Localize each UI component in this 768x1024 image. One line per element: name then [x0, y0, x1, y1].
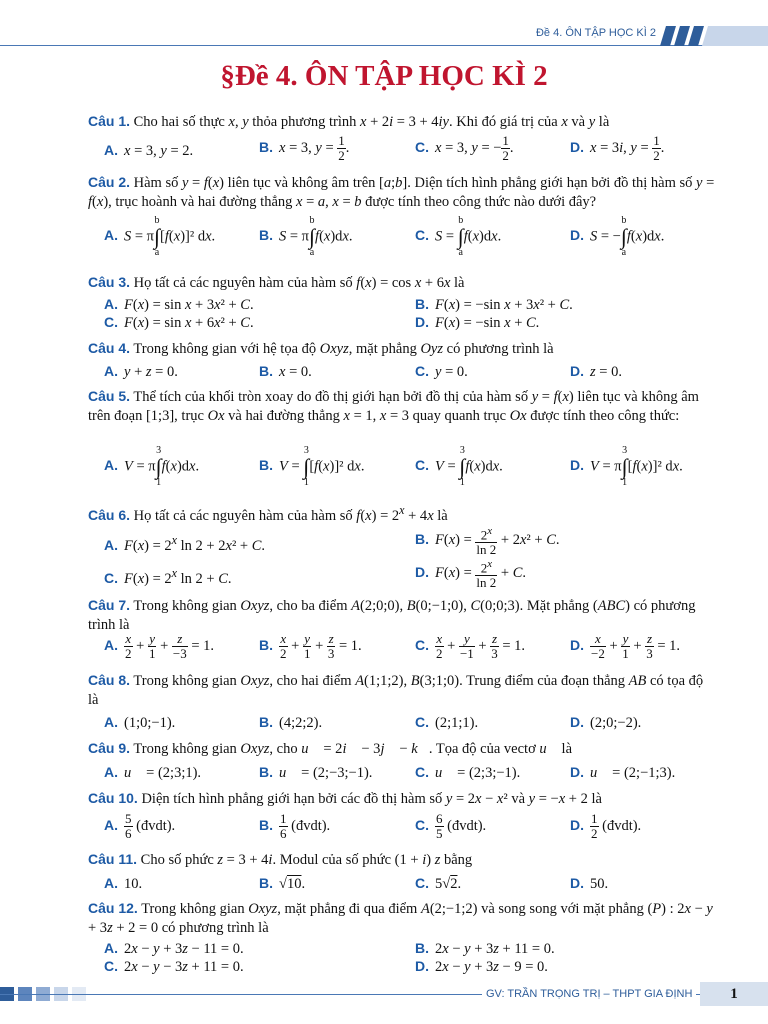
question-12 [88, 899, 716, 938]
option-c[interactable]: C. x = 3, y = − $\frac{1}{2}$ . [415, 133, 514, 163]
question-label: Câu 4. [88, 340, 131, 356]
option-d[interactable]: D. V = π3 ∫ 1[f(x)]² dx. [570, 445, 683, 488]
option-c[interactable]: C. V = 3 ∫ 1f(x)dx. [415, 445, 503, 488]
question-label: Câu 9. [88, 740, 131, 756]
option-c[interactable]: C. u⃗ = (2;3;−1). [415, 764, 521, 781]
option-a[interactable]: A. $F(x) = 2^x$ ln 2 + 2x² + C. [104, 533, 266, 554]
option-c[interactable]: C. $\frac{6}{5}$ (đvdt). [415, 811, 487, 841]
option-c[interactable]: C. $F(x) = 2^x$ ln 2 + C. [104, 566, 232, 587]
question-label: Câu 12. [88, 900, 138, 916]
option-b[interactable]: B. F(x) = −sin x + 3x² + C. [415, 296, 573, 313]
header-rule [0, 45, 768, 46]
option-a[interactable]: A. $\frac{x}{2}$ + $\frac{y}{1}$ + $\frac{z}{-3}$ = 1. [104, 631, 215, 661]
options-row [104, 714, 724, 734]
option-b[interactable]: B. $\frac{x}{2}$ + $\frac{y}{1}$ + $\frac{z}{3}$ = 1. [259, 631, 362, 661]
question-text: Trong không gian Oxyz, mặt phẳng đi qua điểm A(2;−1;2) và song song với mặt phẳng (P) : 2x − y + 3z + 2 = 0 có phương trình là [88, 901, 713, 936]
question-8 [88, 671, 716, 710]
options-row [104, 875, 724, 895]
question-3 [88, 273, 716, 293]
option-d[interactable]: D. x = 3i, y = $\frac{1}{2}$ . [570, 133, 665, 163]
option-a[interactable]: A. 2x − y + 3z − 11 = 0. [104, 940, 244, 957]
options-row [104, 558, 724, 591]
footer-author: GV: TRẦN TRỌNG TRỊ – THPT GIA ĐỊNH [482, 988, 696, 1000]
question-label: Câu 10. [88, 790, 138, 806]
option-b[interactable]: B. $\frac{1}{6}$ (đvdt). [259, 811, 331, 841]
option-c[interactable]: C. $\frac{x}{2}$ + $\frac{y}{-1}$ + $\frac{z}{3}$ = 1. [415, 631, 526, 661]
option-c[interactable]: C. (2;1;1). [415, 714, 479, 731]
option-d[interactable]: D. 50. [570, 875, 609, 892]
options-row [104, 363, 724, 383]
question-text: Trong không gian với hệ tọa độ Oxyz, mặt phẳng Oyz có phương trình là [133, 341, 554, 357]
options-row [104, 940, 724, 960]
options-row [104, 296, 724, 316]
question-text: Diện tích hình phẳng giới hạn bởi các đồ thị hàm số y = 2x − x² và y = −x + 2 là [141, 791, 602, 807]
question-text: Trong không gian Oxyz, cho u⃗ = 2i⃗ − 3j⃗ − k⃗. Tọa độ của vectơ u⃗ là [133, 741, 573, 757]
option-b[interactable]: B. S = πb ∫ af(x)dx. [259, 215, 353, 258]
option-b[interactable]: B. x = 0. [259, 363, 312, 380]
option-b[interactable]: B. x = 3, y = $\frac{1}{2}$ . [259, 133, 350, 163]
option-a[interactable]: A. y + z = 0. [104, 363, 178, 380]
option-a[interactable]: A. F(x) = sin x + 3x² + C. [104, 296, 254, 313]
page-number: 1 [700, 982, 768, 1006]
option-b[interactable]: B. V = 3 ∫ 1[f(x)]² dx. [259, 445, 365, 488]
question-text: Trong không gian Oxyz, cho hai điểm A(1;1;2), B(3;1;0). Trung điểm của đoạn thẳng AB có tọa độ là [88, 673, 704, 708]
question-label: Câu 1. [88, 113, 131, 129]
question-10 [88, 789, 716, 809]
option-d[interactable]: D. (2;0;−2). [570, 714, 642, 731]
options-row [104, 958, 724, 978]
question-text: Thể tích của khối tròn xoay do đồ thị giới hạn bởi đồ thị của hàm số y = f(x) liên tục và không âm trên đoạn [1;3], trục Ox và hai đường thẳng x = 1, x = 3 quay quanh trục Ox được tính theo công thức: [88, 389, 699, 424]
option-d[interactable]: D. F(x) = −sin x + C. [415, 314, 540, 331]
options-row [104, 631, 724, 661]
header-decoration [658, 26, 768, 46]
question-2 [88, 173, 716, 212]
question-label: Câu 5. [88, 388, 131, 404]
options-row [104, 215, 724, 258]
options-row [104, 764, 724, 784]
question-label: Câu 8. [88, 672, 131, 688]
question-text: Họ tất cả các nguyên hàm của hàm số $f(x) = 2^x + 4x$ là [133, 503, 448, 524]
question-label: Câu 6. [88, 506, 131, 523]
option-c[interactable]: C. F(x) = sin x + 6x² + C. [104, 314, 254, 331]
question-text: Cho hai số thực x, y thỏa phương trình x + 2i = 3 + 4iy. Khi đó giá trị của x và y là [133, 114, 610, 130]
option-b[interactable]: B. (4;2;2). [259, 714, 323, 731]
options-row [104, 525, 724, 558]
option-a[interactable]: A. x = 3, y = 2. [104, 142, 194, 159]
option-b[interactable]: B. √10. [259, 875, 306, 892]
option-d[interactable]: D. $\frac{x}{-2}$ + $\frac{y}{1}$ + $\frac{z}{3}$ = 1. [570, 631, 681, 661]
options-row [104, 314, 724, 334]
question-11 [88, 850, 716, 870]
option-a[interactable]: A. $\frac{5}{6}$ (đvdt). [104, 811, 176, 841]
option-b[interactable]: B. F(x) = $\frac{2^x}{\ln 2}$ + 2x² + C. [415, 525, 560, 558]
options-row [104, 133, 724, 163]
options-row [104, 445, 724, 488]
question-label: Câu 2. [88, 174, 131, 190]
page-title: §Đề 4. ÔN TẬP HỌC KÌ 2 [220, 60, 548, 92]
option-d[interactable]: D. F(x) = $\frac{2^x}{\ln 2}$ + C. [415, 558, 527, 591]
question-label: Câu 3. [88, 274, 131, 290]
header-text: Đề 4. ÔN TẬP HỌC KÌ 2 [535, 27, 656, 39]
question-9 [88, 739, 716, 759]
option-a[interactable]: A. u⃗ = (2;3;1). [104, 764, 202, 781]
question-text: Trong không gian Oxyz, cho ba điểm A(2;0;0), B(0;−1;0), C(0;0;3). Mặt phẳng (ABC) có phương trình là [88, 598, 696, 633]
option-d[interactable]: D. z = 0. [570, 363, 622, 380]
option-c[interactable]: C. 2x − y − 3z + 11 = 0. [104, 958, 244, 975]
option-b[interactable]: B. u⃗ = (2;−3;−1). [259, 764, 373, 781]
option-a[interactable]: A. 10. [104, 875, 143, 892]
options-row [104, 811, 724, 841]
option-a[interactable]: A. S = πb ∫ a[f(x)]² dx. [104, 215, 216, 258]
option-d[interactable]: D. S = −b ∫ af(x)dx. [570, 215, 665, 258]
option-c[interactable]: C. 5√2. [415, 875, 462, 892]
option-c[interactable]: C. y = 0. [415, 363, 468, 380]
question-1 [88, 112, 716, 132]
question-label: Câu 7. [88, 597, 131, 613]
option-d[interactable]: D. $\frac{1}{2}$ (đvdt). [570, 811, 642, 841]
question-6 [88, 501, 716, 526]
question-text: Cho số phức z = 3 + 4i. Modul của số phức (1 + i) z bằng [140, 852, 473, 868]
question-label: Câu 11. [88, 851, 138, 867]
option-d[interactable]: D. u⃗ = (2;−1;3). [570, 764, 676, 781]
question-text: Họ tất cả các nguyên hàm của hàm số f(x) = cos x + 6x là [133, 275, 465, 291]
question-text: Hàm số y = f(x) liên tục và không âm trên [a;b]. Diện tích hình phẳng giới hạn bởi đồ thị hàm số y = f(x), trục hoành và hai đường thẳng x = a, x = b được tính theo công thức nào dưới đây? [88, 175, 715, 210]
option-a[interactable]: A. V = π3 ∫ 1f(x)dx. [104, 445, 200, 488]
option-b[interactable]: B. 2x − y + 3z + 11 = 0. [415, 940, 555, 957]
question-5 [88, 387, 716, 426]
question-7 [88, 596, 716, 635]
option-c[interactable]: C. S = b ∫ af(x)dx. [415, 215, 502, 258]
question-4 [88, 339, 716, 359]
option-d[interactable]: D. 2x − y + 3z − 9 = 0. [415, 958, 548, 975]
option-a[interactable]: A. (1;0;−1). [104, 714, 176, 731]
